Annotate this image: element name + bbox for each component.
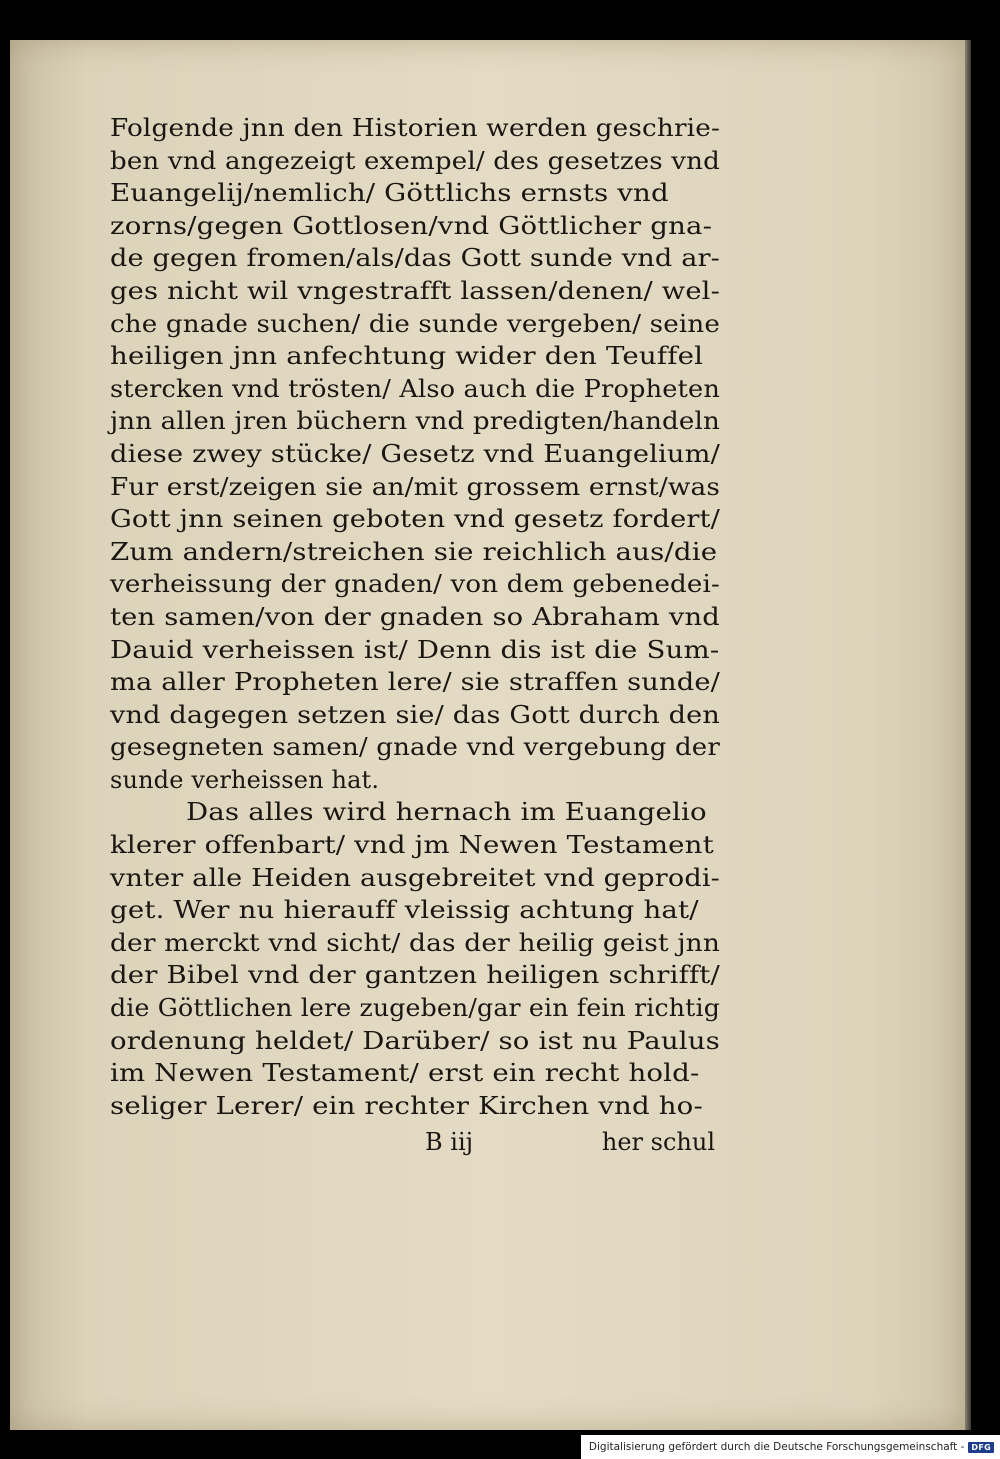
text-line: seliger Lerer/ ein rechter Kirchen vnd ho- xyxy=(110,1091,703,1120)
footer-bar xyxy=(581,1435,1000,1459)
text-line: Zum andern/streichen sie reichlich aus/die xyxy=(110,537,718,566)
text-line: im Newen Testament/ erst ein recht hold- xyxy=(110,1059,700,1088)
text-line: ten samen/von der gnaden so Abraham vnd xyxy=(110,602,720,631)
text-line: stercken vnd trösten/ Also auch die Propheten xyxy=(110,374,720,403)
text-line: get. Wer nu hierauff vleissig achtung hat/ xyxy=(110,896,699,925)
text-line: Dauid verheissen ist/ Denn dis ist die Sum- xyxy=(110,635,720,664)
text-line: Gott jnn seinen geboten vnd gesetz fordert/ xyxy=(110,505,721,534)
page-bottom-line xyxy=(425,1125,715,1159)
text-line: ma aller Propheten lere/ sie straffen sunde/ xyxy=(110,668,720,697)
text-line: der merckt vnd sicht/ das der heilig geist jnn xyxy=(110,928,720,957)
text-line: sunde verheissen hat. xyxy=(110,765,380,794)
text-line: che gnade suchen/ die sunde vergeben/ seine xyxy=(110,309,720,338)
text-line: Euangelij/nemlich/ Göttlichs ernsts vnd xyxy=(110,179,669,208)
text-line: Folgende jnn den Historien werden geschrie- xyxy=(110,114,720,142)
text-line: vnd dagegen setzen sie/ das Gott durch den xyxy=(110,700,720,729)
text-line: zorns/gegen Gottlosen/vnd Göttlicher gna- xyxy=(110,211,713,240)
text-line: gesegneten samen/ gnade vnd vergebung der xyxy=(110,733,720,762)
signature-mark: B iij xyxy=(425,1128,474,1156)
funding-credit: Digitalisierung gefördert durch die Deutsche Forschungsgemeinschaft - xyxy=(588,1441,965,1453)
text-line: ordenung heldet/ Darüber/ so ist nu Paulus xyxy=(110,1026,720,1055)
text-line: ben vnd angezeigt exempel/ des gesetzes vnd xyxy=(110,146,720,175)
page-text xyxy=(110,112,720,1122)
text-line: de gegen fromen/als/das Gott sunde vnd ar- xyxy=(110,244,720,273)
text-line: diese zwey stücke/ Gesetz vnd Euangelium/ xyxy=(110,439,720,468)
text-line: verheissung der gnaden/ von dem gebenedei- xyxy=(110,570,720,599)
text-line: die Göttlichen lere zugeben/gar ein fein richtig xyxy=(110,994,720,1023)
text-line: ges nicht wil vngestrafft lassen/denen/ wel- xyxy=(110,276,720,305)
text-line: Das alles wird hernach im Euangelio xyxy=(186,798,707,827)
page-edge xyxy=(965,40,971,1430)
dfg-logo-icon: DFG xyxy=(968,1442,994,1453)
catchword: her schul xyxy=(601,1128,715,1156)
text-line: jnn allen jren büchern vnd predigten/handeln xyxy=(110,407,720,436)
book-page xyxy=(10,40,965,1430)
text-line: Fur erst/zeigen sie an/mit grossem ernst/was xyxy=(110,472,720,501)
text-line: vnter alle Heiden ausgebreitet vnd geprodi- xyxy=(110,863,720,892)
text-line: klerer offenbart/ vnd jm Newen Testament xyxy=(110,831,714,860)
text-line: der Bibel vnd der gantzen heiligen schrifft/ xyxy=(110,961,720,990)
text-line: heiligen jnn anfechtung wider den Teuffel xyxy=(110,342,704,371)
